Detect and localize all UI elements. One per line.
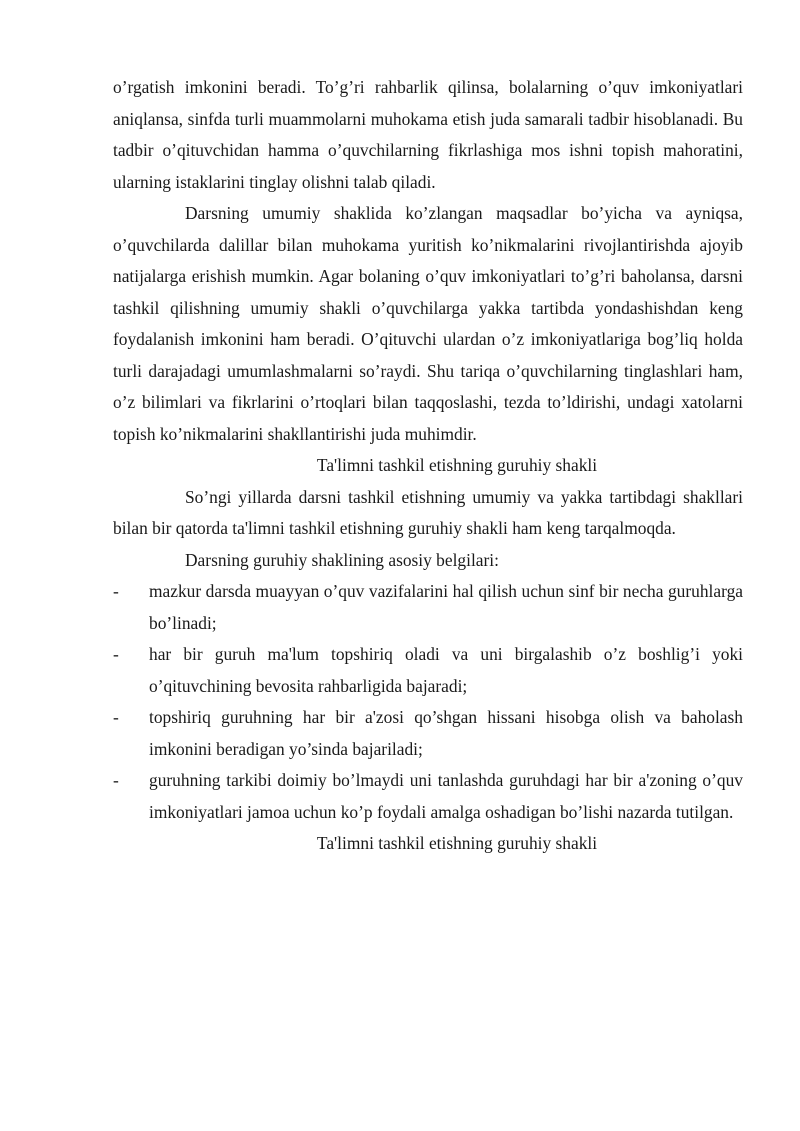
section-heading-1: Ta'limni tashkil etishning guruhiy shakli <box>316 455 598 475</box>
section-heading-2: Ta'limni tashkil etishning guruhiy shakli <box>316 833 598 853</box>
dash-bullet-icon: - <box>113 644 119 664</box>
paragraph-1: o’rgatish imkonini beradi. To’g’ri rahbarlik qilinsa, bolalarning o’quv imkoniyatlari aniqlansa, sinfda turli muammolarni muhokama etish juda samarali tadbir hisoblanadi. Bu tadbir o’qituvchidan hamma o’quvchilarning fikrlashiga mos ishni topish mahoratini, ularning istaklarini tinglay olishni talab qiladi. <box>113 77 743 192</box>
list-item-text: har bir guruh ma'lum topshiriq oladi va uni birgalashib o’z boshlig’i yoki o’qituvchining bevosita rahbarligida bajaradi; <box>149 644 743 696</box>
list-item <box>113 639 743 702</box>
list-item-text: topshiriq guruhning har bir a'zosi qo’shgan hissani hisobga olish va baholash imkonini beradigan yo’sinda bajariladi; <box>149 707 743 759</box>
list-item-text: guruhning tarkibi doimiy bo’lmaydi uni tanlashda guruhdagi har bir a'zoning o’quv imkoniyatlari jamoa uchun ko’p foydali amalga oshadigan bo’lishi nazarda tutilgan. <box>149 770 743 822</box>
list-item <box>113 702 743 765</box>
list-item <box>113 576 743 639</box>
features-list <box>113 576 743 828</box>
paragraph-3: So’ngi yillarda darsni tashkil etishning umumiy va yakka tartibdagi shakllari bilan bir qatorda ta'limni tashkil etishning guruhiy shakli ham keng tarqalmoqda. <box>113 486 743 538</box>
list-item-text: mazkur darsda muayyan o’quv vazifalarini hal qilish uchun sinf bir necha guruhlarga bo’linadi; <box>149 581 743 633</box>
document-page <box>113 72 743 860</box>
dash-bullet-icon: - <box>113 581 119 601</box>
list-intro: Darsning guruhiy shaklining asosiy belgilari: <box>185 549 499 570</box>
dash-bullet-icon: - <box>113 707 119 727</box>
list-item <box>113 765 743 828</box>
dash-bullet-icon: - <box>113 770 119 790</box>
paragraph-2: Darsning umumiy shaklida ko’zlangan maqsadlar bo’yicha va ayniqsa, o’quvchilarda dalillar bilan muhokama yuritish ko’nikmalarini rivojlantirishda ajoyib natijalarga erishish mumkin. Agar bolaning o’quv imkoniyatlari to’g’ri baholansa, darsni tashkil qilishning umumiy shakli o’quvchilarga yakka tartibda yondashishdan keng foydalanish imkonini ham beradi. O’qituvchi ulardan o’z imkoniyatlariga bog’liq holda turli darajadagi umumlashmalarni so’raydi. Shu tariqa o’quvchilarning tinglashlari ham, o’z bilimlari va fikrlarini o’rtoqlari bilan taqqoslashi, tezda to’ldirishi, undagi xatolarni topish ko’nikmalarini shakllantirishi juda muhimdir. <box>113 203 743 444</box>
